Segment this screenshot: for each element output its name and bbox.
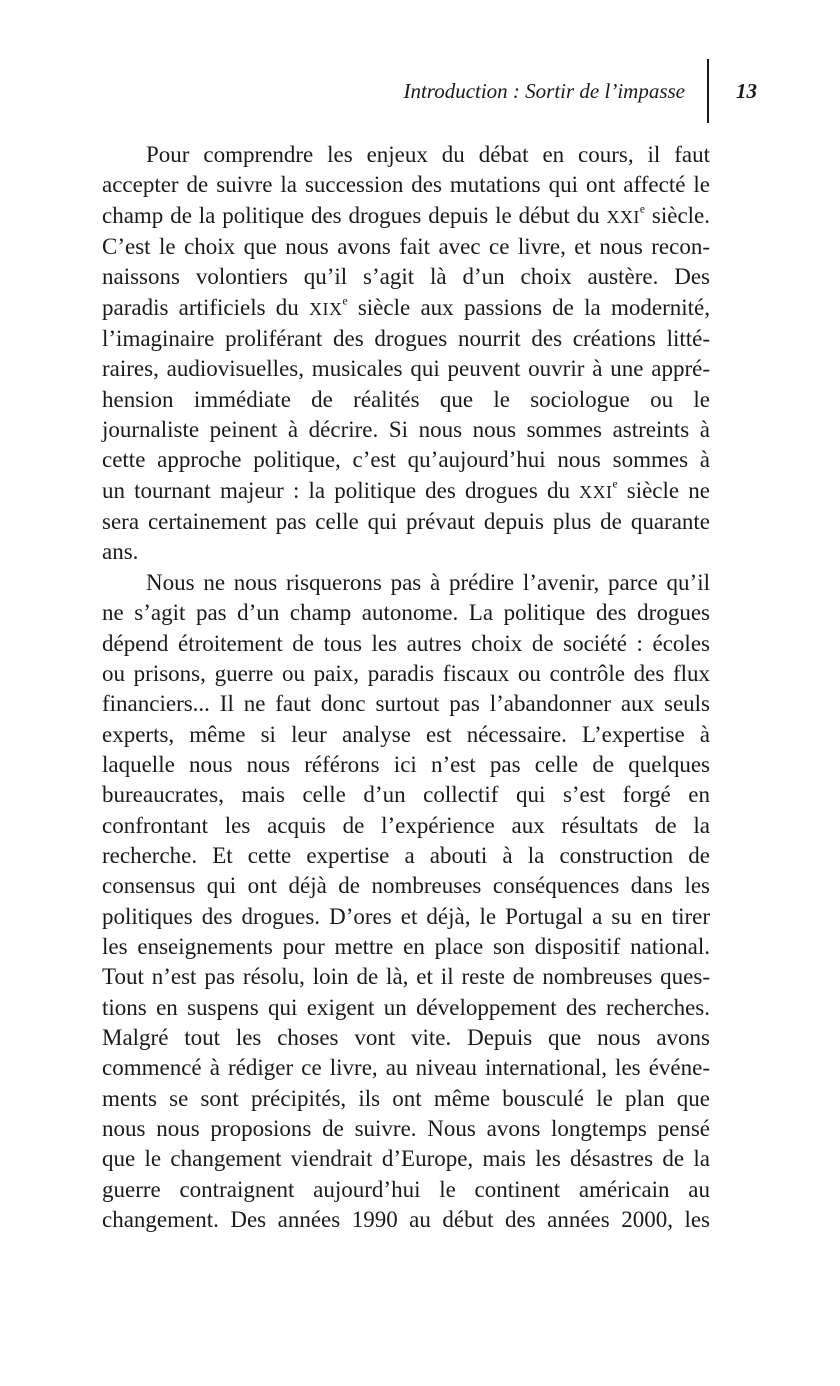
century-numeral: XXI xyxy=(606,206,640,227)
text-line: ou prisons, guerre ou paix, paradis fiscaux ou contrôle des flux xyxy=(102,660,710,686)
text-line: ments se sont précipités, ils ont même bousculé le plan que xyxy=(102,1085,710,1111)
text-line: ne s’agit pas d’un champ autonome. La politique des drogues xyxy=(102,600,710,626)
century-numeral: XIX xyxy=(309,298,343,319)
text-line: que le changement viendrait d’Europe, mais les désastres de la xyxy=(102,1146,710,1172)
ordinal-suffix: e xyxy=(639,203,645,216)
text-line: raires, audiovisuelles, musicales qui peuvent ouvrir à une appré- xyxy=(102,356,710,382)
ordinal-suffix: e xyxy=(612,478,618,491)
ordinal-suffix: e xyxy=(342,295,348,308)
text-line: cette approche politique, c’est qu’aujourd’hui nous sommes à xyxy=(102,447,710,473)
page-number: 13 xyxy=(736,79,757,103)
text-line: Pour comprendre les enjeux du débat en cours, il faut xyxy=(146,142,710,167)
text-line: l’imaginaire proliférant des drogues nourrit des créations litté- xyxy=(102,326,710,352)
text-line: dépend étroitement de tous les autres choix de société : écoles xyxy=(102,630,710,656)
text-line: journaliste peinent à décrire. Si nous nous sommes astreints à xyxy=(102,417,710,443)
text-line: recherche. Et cette expertise a abouti à la construction de xyxy=(102,842,710,868)
text-line: politiques des drogues. D’ores et déjà, le Portugal a su en tirer xyxy=(102,903,710,929)
text-line: confrontant les acquis de l’expérience aux résultats de la xyxy=(102,812,710,838)
running-title: Introduction : Sortir de l’impasse xyxy=(403,79,685,103)
text-line: ans. xyxy=(102,539,139,565)
text-line: bureaucrates, mais celle d’un collectif qui s’est forgé en xyxy=(102,782,710,808)
text-line: les enseignements pour mettre en place son dispositif national. xyxy=(102,933,710,959)
running-header xyxy=(0,76,840,106)
paragraph xyxy=(102,140,710,568)
text-line: hension immédiate de réalités que le sociologue ou le xyxy=(102,386,710,412)
text-line: nous nous proposions de suivre. Nous avons longtemps pensé xyxy=(102,1116,710,1141)
text-line: commencé à rédiger ce livre, au niveau international, les événe- xyxy=(102,1055,710,1081)
text-line: C’est le choix que nous avons fait avec ce livre, et nous recon- xyxy=(102,234,710,260)
text-line: champ de la politique des drogues depuis le début du XXIe siècle. xyxy=(102,202,710,228)
text-line: laquelle nous nous référons ici n’est pas celle de quelques xyxy=(102,751,710,777)
century-numeral: XXI xyxy=(579,481,613,502)
text-line: accepter de suivre la succession des mutations qui ont affecté le xyxy=(102,172,710,198)
text-line: tions en suspens qui exigent un développement des recherches. xyxy=(102,994,710,1020)
header-divider xyxy=(707,59,709,123)
body-text xyxy=(102,140,710,1235)
text-line: financiers... Il ne faut donc surtout pas l’abandonner aux seuls xyxy=(102,691,710,717)
text-line: Nous ne nous risquerons pas à prédire l’avenir, parce qu’il xyxy=(146,569,710,595)
text-line: consensus qui ont déjà de nombreuses conséquences dans les xyxy=(102,873,710,899)
text-line: un tournant majeur : la politique des drogues du XXIe siècle ne xyxy=(102,477,710,503)
paragraph xyxy=(102,568,710,1236)
text-line: experts, même si leur analyse est nécessaire. L’expertise à xyxy=(102,721,710,747)
text-line: sera certainement pas celle qui prévaut depuis plus de quarante xyxy=(102,509,710,535)
text-line: naissons volontiers qu’il s’agit là d’un choix austère. Des xyxy=(102,264,710,290)
text-line: changement. Des années 1990 au début des années 2000, les xyxy=(102,1207,710,1233)
text-line: Tout n’est pas résolu, loin de là, et il reste de nombreuses ques- xyxy=(102,964,710,990)
text-line: Malgré tout les choses vont vite. Depuis que nous avons xyxy=(102,1024,710,1050)
text-line: guerre contraignent aujourd’hui le continent américain au xyxy=(102,1176,710,1202)
text-line: paradis artificiels du XIXe siècle aux passions de la modernité, xyxy=(102,294,711,320)
